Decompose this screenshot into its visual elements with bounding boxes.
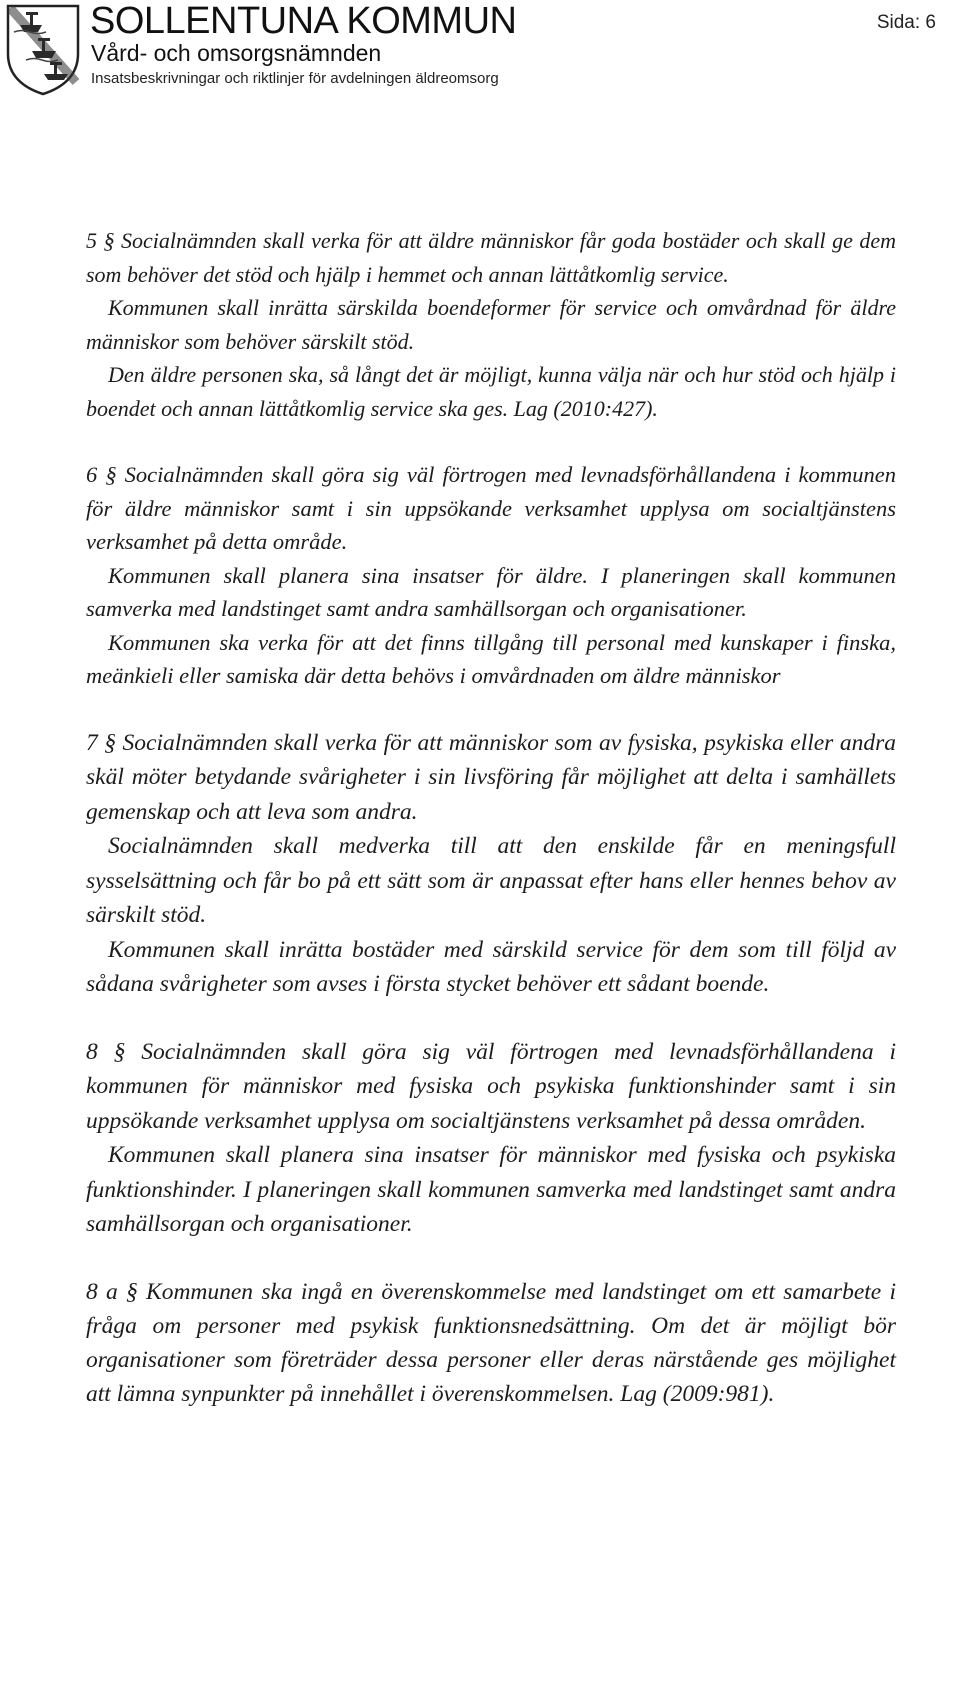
document-header xyxy=(0,0,960,110)
municipal-coat-of-arms-icon xyxy=(4,2,82,96)
paragraph: Socialnämnden skall medverka till att den enskilde får en meningsfull sysselsättning och får bo på ett sätt som är anpassat efter hans eller hennes behov av särskilt stöd. xyxy=(86,833,896,928)
section-8a xyxy=(86,1275,896,1411)
department-name: Vård- och omsorgsnämnden xyxy=(91,40,382,66)
paragraph: 8 a § Kommunen ska ingå en överenskommelse med landstinget om ett samarbete i fråga om personer med psykisk funktionsnedsättning. Om det är möjligt bör organisationer som företräder dessa personer eller deras närstående ges möjlighet att lämna synpunkter på innehållet i överenskommelsen. Lag (2009:981). xyxy=(86,1278,896,1407)
section-8 xyxy=(86,1035,896,1242)
paragraph: 6 § Socialnämnden skall göra sig väl förtrogen med levnadsförhållandena i kommunen för äldre människor samt i sin uppsökande verksamhet upplysa om socialtjänstens verksamhet på detta område. xyxy=(86,462,896,554)
organization-name: SOLLENTUNA KOMMUN xyxy=(90,0,517,42)
paragraph: Kommunen ska verka för att det finns tillgång till personal med kunskaper i finska, meänkieli eller samiska där detta behövs i omvårdnaden om äldre människor xyxy=(86,629,896,688)
paragraph: 8 § Socialnämnden skall göra sig väl förtrogen med levnadsförhållandena i kommunen för människor med fysiska och psykiska funktionshinder samt i sin uppsökande verksamhet upplysa om socialtjänstens verksamhet på dessa områden. xyxy=(86,1038,896,1134)
paragraph: Kommunen skall inrätta bostäder med särskild service för dem som till följd av sådana svårigheter som avses i första stycket behöver ett sådant boende. xyxy=(86,936,896,997)
paragraph: 5 § Socialnämnden skall verka för att äldre människor får goda bostäder och skall ge dem som behöver det stöd och hjälp i hemmet och annan lättåtkomlig service. xyxy=(86,228,896,287)
document-subtitle: Insatsbeskrivningar och riktlinjer för avdelningen äldreomsorg xyxy=(91,70,499,87)
paragraph: Kommunen skall inrätta särskilda boendeformer för service och omvårdnad för äldre människor som behöver särskilt stöd. xyxy=(86,295,896,354)
section-5 xyxy=(86,224,896,425)
document-body xyxy=(86,224,896,1444)
section-7 xyxy=(86,726,896,1002)
paragraph: Kommunen skall planera sina insatser för äldre. I planeringen skall kommunen samverka med landstinget samt andra samhällsorgan och organisationer. xyxy=(86,562,896,621)
paragraph: Kommunen skall planera sina insatser för människor med fysiska och psykiska funktionshinder. I planeringen skall kommunen samverka med landstinget samt andra samhällsorgan och organisationer. xyxy=(86,1142,896,1237)
section-6 xyxy=(86,458,896,693)
page-number: Sida: 6 xyxy=(876,12,936,33)
paragraph: Den äldre personen ska, så långt det är möjligt, kunna välja när och hur stöd och hjälp i boendet och annan lättåtkomlig service ska ges. Lag (2010:427). xyxy=(86,362,896,421)
paragraph: 7 § Socialnämnden skall verka för att människor som av fysiska, psykiska eller andra skäl möter betydande svårigheter i sin livsföring får möjlighet att delta i samhällets gemenskap och att leva som andra. xyxy=(86,729,896,825)
